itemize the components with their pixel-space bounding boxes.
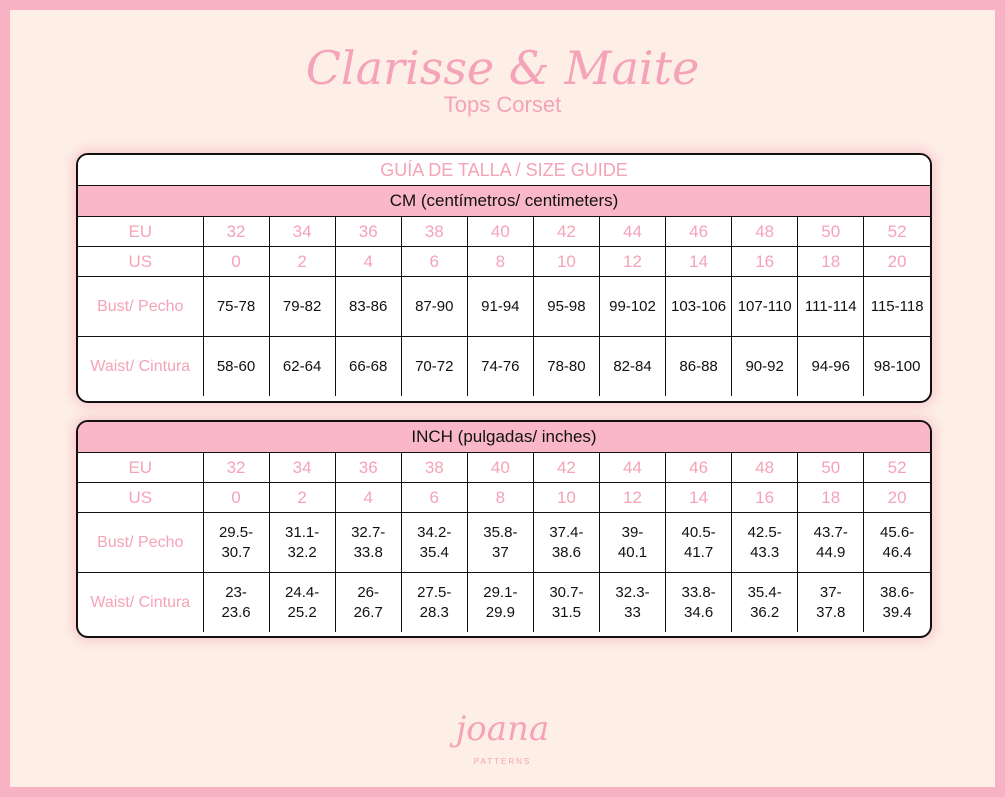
size-cell: 16	[732, 483, 798, 513]
size-cell: 40.5- 41.7	[666, 513, 732, 573]
size-cell: 46	[666, 217, 732, 247]
cm-bust-row	[78, 277, 930, 337]
waist-label: Waist/ Cintura	[78, 337, 203, 397]
cm-waist-row	[78, 337, 930, 397]
size-cell: 33.8- 34.6	[666, 573, 732, 633]
size-cell: 26- 26.7	[335, 573, 401, 633]
size-cell: 87-90	[401, 277, 467, 337]
eu-label: EU	[78, 453, 203, 483]
size-cell: 35.8- 37	[467, 513, 533, 573]
inch-size-card	[76, 420, 932, 638]
size-cell: 4	[335, 483, 401, 513]
size-cell: 23- 23.6	[203, 573, 269, 633]
size-cell: 90-92	[732, 337, 798, 397]
size-cell: 78-80	[533, 337, 599, 397]
size-cell: 103-106	[666, 277, 732, 337]
size-cell: 38	[401, 217, 467, 247]
size-cell: 37- 37.8	[798, 573, 864, 633]
size-cell: 30.7- 31.5	[533, 573, 599, 633]
us-label: US	[78, 247, 203, 277]
size-cell: 34	[269, 453, 335, 483]
size-cell: 0	[203, 247, 269, 277]
size-cell: 2	[269, 483, 335, 513]
size-cell: 29.1- 29.9	[467, 573, 533, 633]
us-label: US	[78, 483, 203, 513]
size-cell: 107-110	[732, 277, 798, 337]
size-cell: 20	[864, 247, 930, 277]
size-cell: 48	[732, 453, 798, 483]
size-cell: 50	[798, 453, 864, 483]
size-cell: 36	[335, 453, 401, 483]
size-cell: 38	[401, 453, 467, 483]
size-cell: 10	[533, 483, 599, 513]
cm-eu-row	[78, 217, 930, 247]
size-cell: 70-72	[401, 337, 467, 397]
size-cell: 115-118	[864, 277, 930, 337]
size-cell: 46	[666, 453, 732, 483]
cm-heading: CM (centímetros/ centimeters)	[78, 186, 930, 217]
size-cell: 31.1- 32.2	[269, 513, 335, 573]
size-cell: 32	[203, 453, 269, 483]
size-cell: 24.4- 25.2	[269, 573, 335, 633]
size-cell: 29.5- 30.7	[203, 513, 269, 573]
cm-size-card	[76, 153, 932, 403]
inch-heading: INCH (pulgadas/ inches)	[78, 422, 930, 453]
size-cell: 18	[798, 483, 864, 513]
size-cell: 94-96	[798, 337, 864, 397]
size-cell: 66-68	[335, 337, 401, 397]
bust-label: Bust/ Pecho	[78, 277, 203, 337]
size-cell: 34.2- 35.4	[401, 513, 467, 573]
size-cell: 8	[467, 247, 533, 277]
size-cell: 32	[203, 217, 269, 247]
size-cell: 6	[401, 247, 467, 277]
size-cell: 6	[401, 483, 467, 513]
size-cell: 37.4- 38.6	[533, 513, 599, 573]
inch-eu-row	[78, 453, 930, 483]
size-cell: 83-86	[335, 277, 401, 337]
size-cell: 38.6- 39.4	[864, 573, 930, 633]
size-cell: 111-114	[798, 277, 864, 337]
size-cell: 34	[269, 217, 335, 247]
size-cell: 39- 40.1	[599, 513, 665, 573]
page-subtitle: Tops Corset	[443, 92, 562, 117]
inch-size-table	[78, 422, 930, 632]
size-cell: 58-60	[203, 337, 269, 397]
size-cell: 10	[533, 247, 599, 277]
brand-logo: joana	[455, 709, 550, 749]
size-cell: 44	[599, 453, 665, 483]
page	[10, 10, 995, 787]
size-cell: 4	[335, 247, 401, 277]
size-cell: 48	[732, 217, 798, 247]
size-cell: 62-64	[269, 337, 335, 397]
inch-bust-row	[78, 513, 930, 573]
cm-us-row	[78, 247, 930, 277]
size-cell: 12	[599, 483, 665, 513]
brand-logo-sub: PATTERNS	[473, 757, 532, 766]
size-cell: 18	[798, 247, 864, 277]
size-cell: 82-84	[599, 337, 665, 397]
size-cell: 52	[864, 453, 930, 483]
bust-label: Bust/ Pecho	[78, 513, 203, 573]
inch-us-row	[78, 483, 930, 513]
size-cell: 79-82	[269, 277, 335, 337]
size-cell: 12	[599, 247, 665, 277]
size-cell: 35.4- 36.2	[732, 573, 798, 633]
size-cell: 42.5- 43.3	[732, 513, 798, 573]
size-cell: 27.5- 28.3	[401, 573, 467, 633]
waist-label: Waist/ Cintura	[78, 573, 203, 633]
size-cell: 42	[533, 453, 599, 483]
size-cell: 91-94	[467, 277, 533, 337]
size-cell: 44	[599, 217, 665, 247]
eu-label: EU	[78, 217, 203, 247]
size-cell: 14	[666, 483, 732, 513]
size-cell: 45.6- 46.4	[864, 513, 930, 573]
size-cell: 74-76	[467, 337, 533, 397]
size-cell: 75-78	[203, 277, 269, 337]
size-cell: 2	[269, 247, 335, 277]
size-cell: 40	[467, 453, 533, 483]
size-cell: 86-88	[666, 337, 732, 397]
guide-title: GUÍA DE TALLA / SIZE GUIDE	[78, 155, 930, 186]
size-cell: 50	[798, 217, 864, 247]
size-cell: 40	[467, 217, 533, 247]
cm-size-table	[78, 155, 930, 396]
size-cell: 42	[533, 217, 599, 247]
size-cell: 43.7- 44.9	[798, 513, 864, 573]
size-cell: 14	[666, 247, 732, 277]
size-cell: 16	[732, 247, 798, 277]
size-cell: 8	[467, 483, 533, 513]
size-cell: 32.3- 33	[599, 573, 665, 633]
size-cell: 98-100	[864, 337, 930, 397]
size-cell: 0	[203, 483, 269, 513]
size-cell: 20	[864, 483, 930, 513]
page-title: Clarisse & Maite	[305, 41, 700, 95]
size-cell: 52	[864, 217, 930, 247]
size-cell: 32.7- 33.8	[335, 513, 401, 573]
size-cell: 36	[335, 217, 401, 247]
inch-waist-row	[78, 573, 930, 633]
size-cell: 95-98	[533, 277, 599, 337]
size-cell: 99-102	[599, 277, 665, 337]
